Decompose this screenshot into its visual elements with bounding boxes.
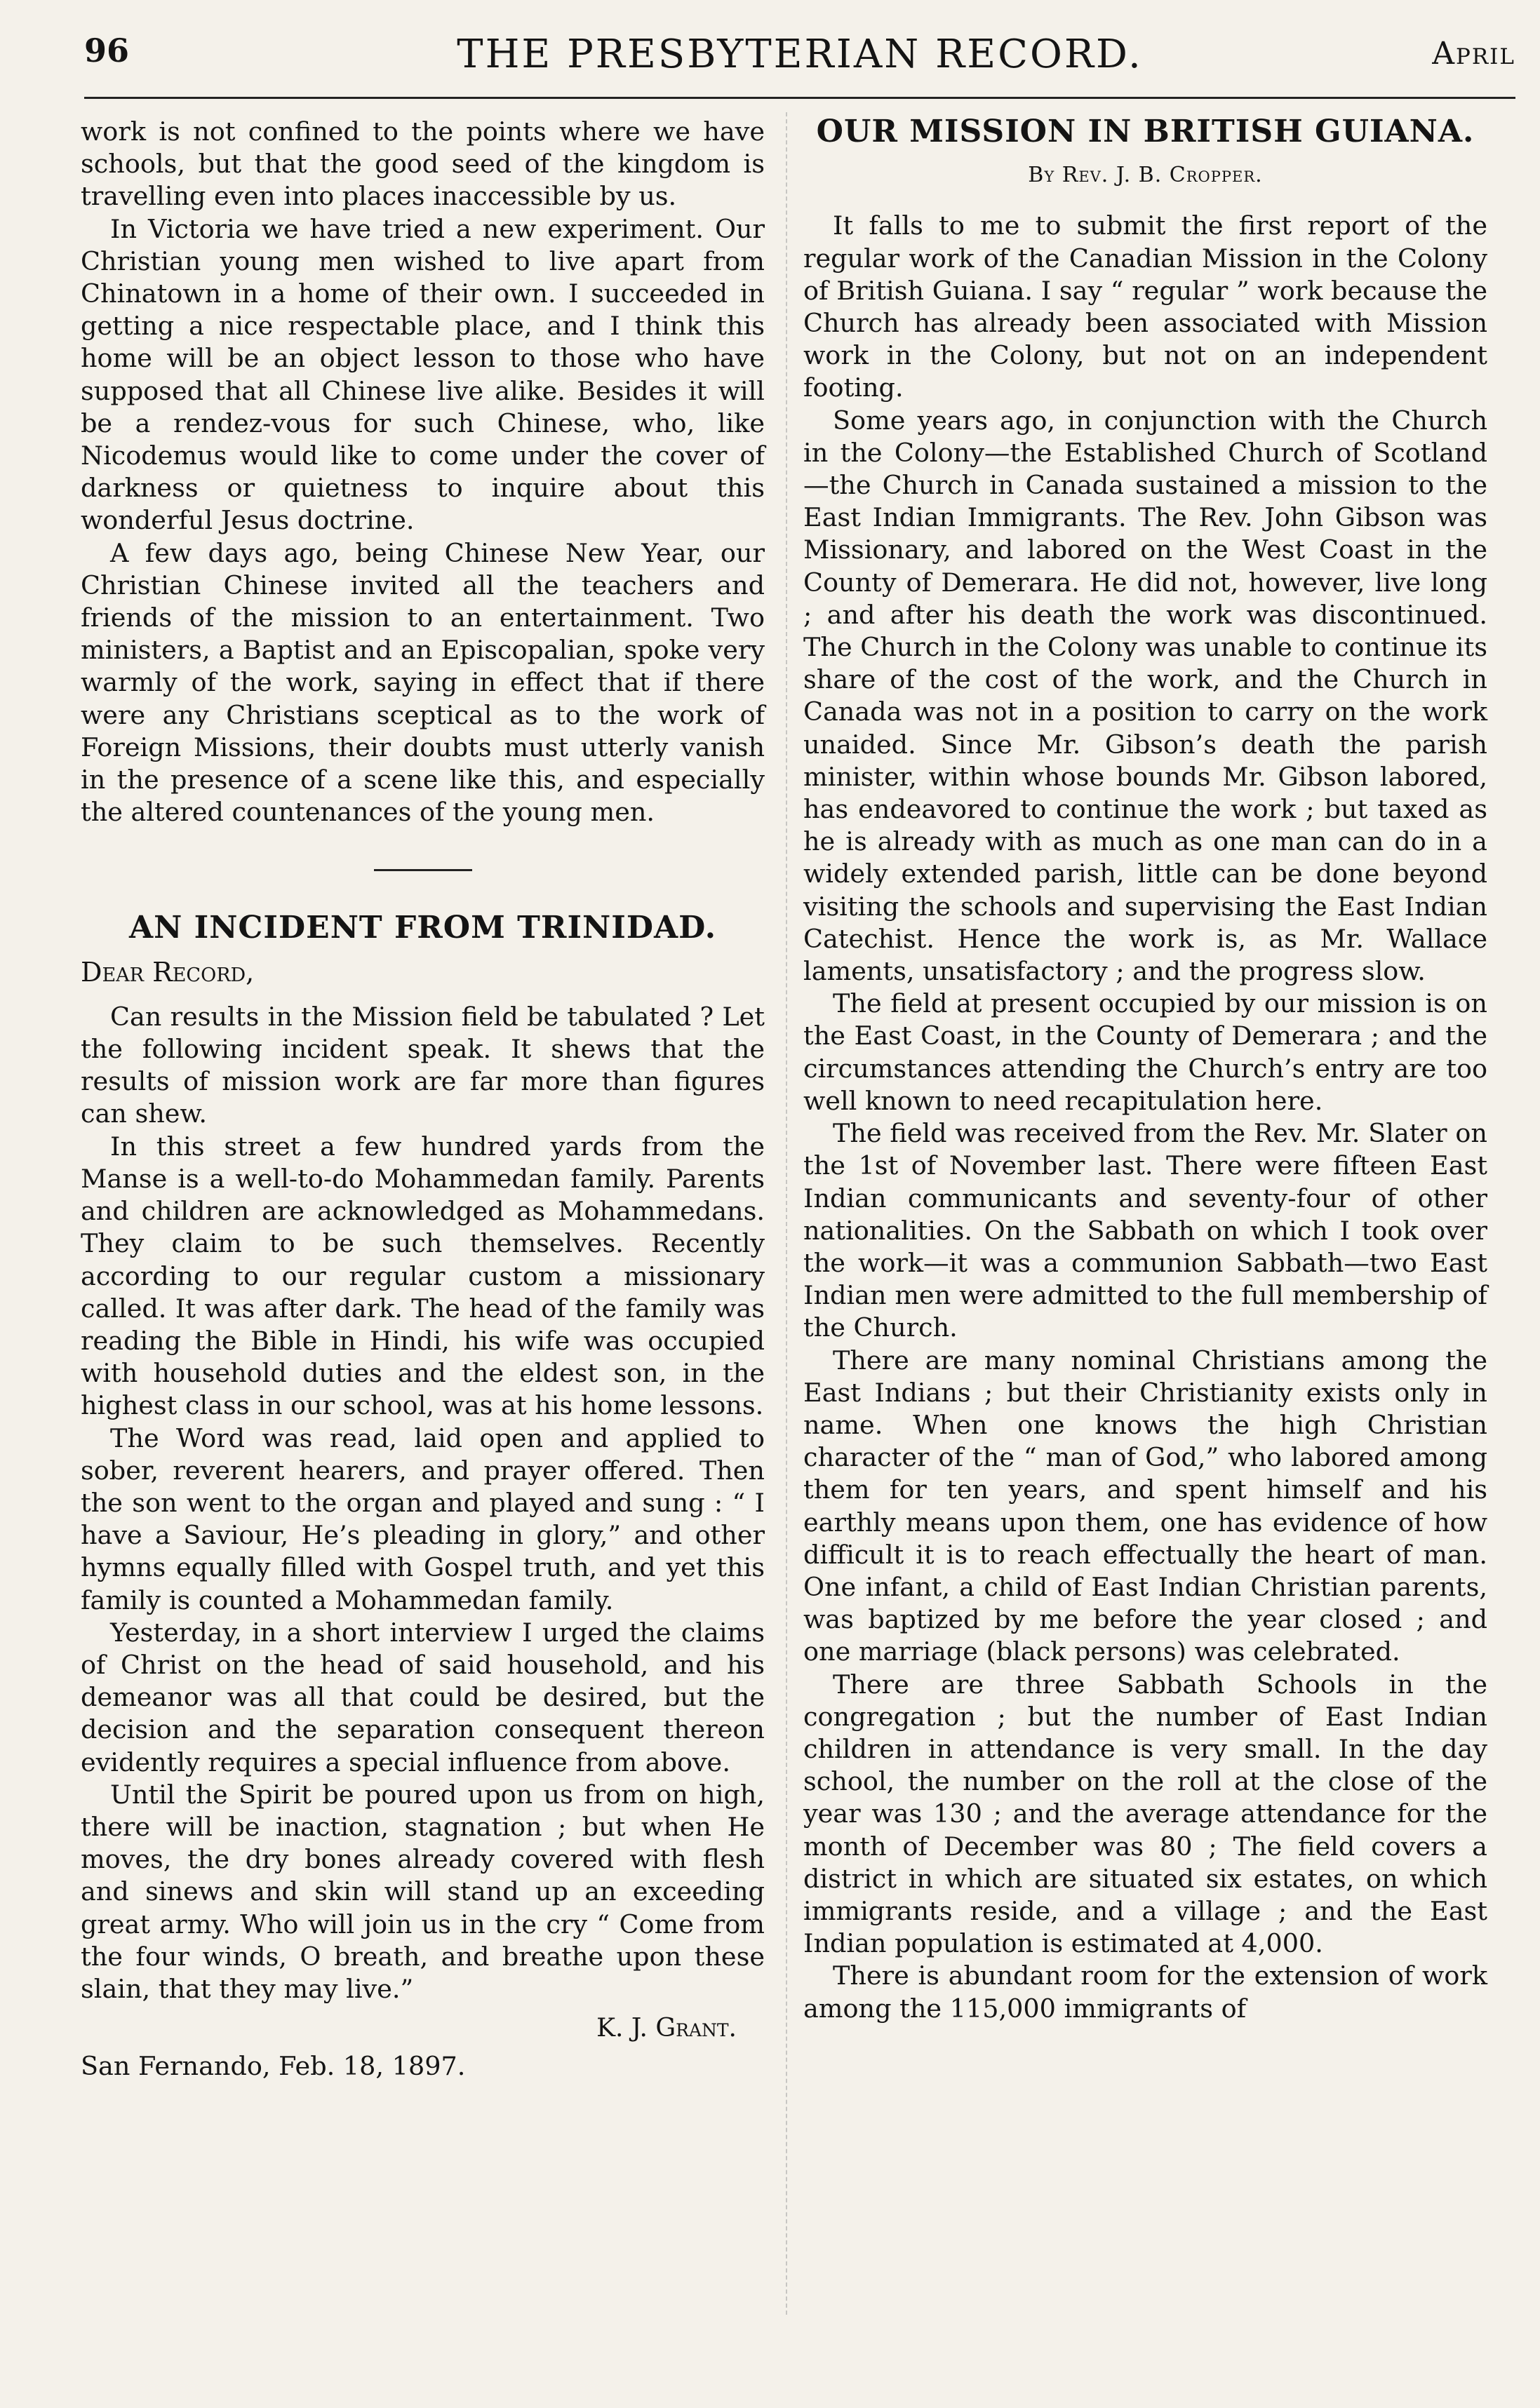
article-paragraph: There are many nominal Christians among the East Indians ; but their Christianity exists only in name. When one knows the high Christian character of the “ man of God,” who labored among them for ten years, and spent himself and his earthly means upon them, one has evidence of how difficult it is to reach effectually the heart of man. One infant, a child of East Indian Christian parents, was baptized by me before the year closed ; and one marriage (black persons) was celebrated. <box>803 1345 1487 1667</box>
article-paragraph: Some years ago, in conjunction with the Church in the Colony—the Established Church of Scotland—the Church in Canada sustained a mission to the East Indian Immigrants. The Rev. John Gibson was Missionary, and labored on the West Coast in the County of Demerara. He did not, however, live long ; and after his death the work was discontinued. The Church in the Colony was unable to continue its share of the cost of the work, and the Church in Canada was not in a position to carry on the work unaided. Since Mr. Gibson’s death the parish minister, within whose bounds Mr. Gibson labored, has endeavored to continue the work ; but taxed as he is already with as much as one man can do in a widely extended parish, little can be done beyond visiting the schools and supervising the East Indian Catechist. Hence the work is, as Mr. Wallace laments, unsatisfactory ; and the progress slow. <box>803 405 1487 987</box>
article-dateline: San Fernando, Feb. 18, 1897. <box>81 2051 466 2082</box>
article-paragraph: Can results in the Mission field be tabulated ? Let the following incident speak. It shews that the results of mission work are far more than figures can shew. <box>81 1001 765 1129</box>
left-column <box>81 116 765 2083</box>
journal-title: THE PRESBYTERIAN RECORD. <box>457 32 1143 77</box>
section-separator <box>374 869 472 871</box>
article-paragraph: There is abundant room for the extension of work among the 115,000 immigrants of <box>803 1960 1487 2024</box>
continuation-paragraph: A few days ago, being Chinese New Year, our Christian Chinese invited all the teachers and friends of the mission to an entertainment. Two ministers, a Baptist and an Episcopalian, spoke very warmly of the work, saying in effect that if there were any Christians sceptical as to the work of Foreign Missions, their doubts must utterly vanish in the presence of a scene like this, and especially the altered countenances of the young men. <box>81 537 765 828</box>
page-number: 96 <box>84 32 130 69</box>
article-paragraph: Yesterday, in a short interview I urged the claims of Christ on the head of said household, and his demeanor was all that could be desired, but the decision and the separation consequent thereon evidently requires a special influence from above. <box>81 1617 765 1777</box>
article-paragraph: There are three Sabbath Schools in the congregation ; but the number of East Indian children in attendance is very small. In the day school, the number on the roll at the close of the year was 130 ; and the average attendance for the month of December was 80 ; The field covers a district in which are situated six estates, on which immigrants reside, and a village ; and the East Indian population is estimated at 4,000. <box>803 1669 1487 1959</box>
column-divider <box>786 112 787 2315</box>
right-column <box>803 116 1487 2025</box>
continuation-paragraph: work is not confined to the points where we have schools, but that the good seed of the kingdom is travelling even into places inaccessible by us. <box>81 116 765 212</box>
article-paragraph: The Word was read, laid open and applied to sober, reverent hearers, and prayer offered. Then the son went to the organ and played and sung : “ I have a Saviour, He’s pleading in glory,” and other hymns equally filled with Gospel truth, and yet this family is counted a Mohammedan family. <box>81 1422 765 1615</box>
article-title-guiana: OUR MISSION IN BRITISH GUIANA. <box>816 114 1475 149</box>
article-paragraph: It falls to me to submit the first report of the regular work of the Canadian Mission in the Colony of British Guiana. I say “ regular ” work because the Church has already been associated with Mission work in the Colony, but not on an independent footing. <box>803 210 1487 403</box>
salutation: Dear Record, <box>81 956 255 988</box>
header-rule <box>84 97 1515 99</box>
article-byline: By Rev. J. B. Cropper. <box>1028 163 1263 188</box>
article-signature: K. J. Grant. <box>596 2014 737 2043</box>
issue-month: April <box>1432 36 1515 72</box>
article-title-trinidad: AN INCIDENT FROM TRINIDAD. <box>128 910 717 946</box>
article-paragraph: The field at present occupied by our mission is on the East Coast, in the County of Demerara ; and the circumstances attending the Church’s entry are too well known to need recapitulation here. <box>803 988 1487 1116</box>
article-paragraph: In this street a few hundred yards from the Manse is a well-to-do Mohammedan family. Parents and children are acknowledged as Mohammedans. They claim to be such themselves. Recently according to our regular custom a missionary called. It was after dark. The head of the family was reading the Bible in Hindi, his wife was occupied with household duties and the eldest son, in the highest class in our school, was at his home lessons. <box>81 1131 765 1421</box>
article-paragraph: The field was received from the Rev. Mr. Slater on the 1st of November last. There were fifteen East Indian communicants and seventy-four of other nationalities. On the Sabbath on which I took over the work—it was a communion Sabbath—two East Indian men were admitted to the full membership of the Church. <box>803 1118 1487 1343</box>
continuation-paragraph: In Victoria we have tried a new experiment. Our Christian young men wished to live apart from Chinatown in a home of their own. I succeeded in getting a nice respectable place, and I think this home will be an object lesson to those who have supposed that all Chinese live alike. Besides it will be a rendez-vous for such Chinese, who, like Nicodemus would like to come under the cover of darkness or quietness to inquire about this wonderful Jesus doctrine. <box>81 213 765 536</box>
article-paragraph: Until the Spirit be poured upon us from on high, there will be inaction, stagnation ; but when He moves, the dry bones already covered with flesh and sinews and skin will stand up an exceeding great army. Who will join us in the cry “ Come from the four winds, O breath, and breathe upon these slain, that they may live.” <box>81 1779 765 2004</box>
page-header <box>84 32 1515 88</box>
